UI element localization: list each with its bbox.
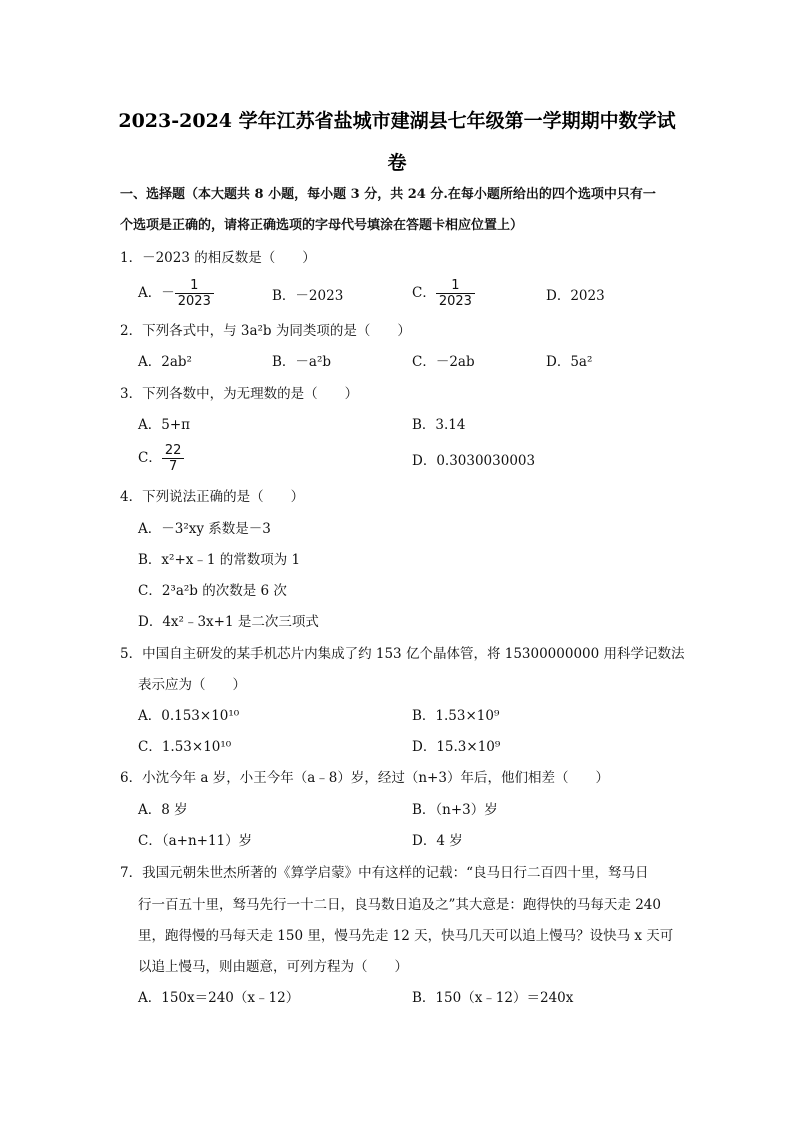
question-2-option-a: A．2ab² [138,354,192,370]
question-4-option-c: C．2³a²b 的次数是 6 次 [138,583,287,599]
exam-title-line1: 2023-2024 学年江苏省盐城市建湖县七年级第一学期期中数学试 [118,110,676,132]
section-heading-line1: 一、选择题（本大题共 8 小题，每小题 3 分，共 24 分.在每小题所给出的四个选项中只有一 [120,187,656,202]
question-4-option-d: D．4x²﹣3x+1 是二次三项式 [138,614,319,630]
question-1-option-a: A．－ $\frac{1}{2023}$ [138,278,214,309]
section-heading-line2: 个选项是正确的，请将正确选项的字母代号填涂在答题卡相应位置上） [120,218,524,233]
question-1-stem: 1．－2023 的相反数是（ ） [120,250,316,266]
question-1-option-d: D．2023 [546,288,605,304]
question-7-option-a: A．150x＝240（x﹣12） [138,990,300,1006]
question-3-stem: 3．下列各数中，为无理数的是（ ） [120,386,359,402]
question-6-option-c: C．（a+n+11）岁 [138,833,253,849]
question-2-option-b: B．－a²b [272,354,332,370]
question-7-stem-line3: 里，跑得慢的马每天走 150 里，慢马先走 12 天，快马几天可以追上慢马？设快马 x 天可 [138,928,674,944]
question-5-stem-line2: 表示应为（ ） [138,677,246,693]
question-3-option-b: B．3.14 [412,417,466,433]
question-6-option-b: B．（n+3）岁 [412,802,498,818]
question-5-option-d: D．15.3×10⁹ [412,739,501,755]
question-5-option-a: A．0.153×10¹⁰ [138,708,240,724]
question-3-option-c: C． $\frac{22}{7}$ [138,443,184,474]
question-4-stem: 4．下列说法正确的是（ ） [120,489,305,505]
question-5-option-c: C．1.53×10¹⁰ [138,739,232,755]
question-6-option-d: D．4 岁 [412,833,463,849]
fraction: $\frac{1}{2023}$ [436,278,475,309]
fraction: $\frac{1}{2023}$ [175,278,214,309]
question-5-stem-line1: 5．中国自主研发的某手机芯片内集成了约 153 亿个晶体管，将 15300000000 用科学记数法 [120,646,685,662]
fraction: $\frac{22}{7}$ [162,443,185,474]
question-2-option-c: C．－2ab [412,354,475,370]
exam-title-line2: 卷 [387,152,407,174]
question-7-stem-line4: 以追上慢马，则由题意，可列方程为（ ） [138,959,408,975]
question-5-option-b: B．1.53×10⁹ [412,708,500,724]
question-7-stem-line1: 7．我国元朝朱世杰所著的《算学启蒙》中有这样的记载：“良马日行二百四十里，驽马日 [120,865,649,881]
question-2-stem: 2．下列各式中，与 3a²b 为同类项的是（ ） [120,323,411,339]
question-7-option-b: B．150（x﹣12）＝240x [412,990,574,1006]
question-4-option-a: A．－3²xy 系数是－3 [138,521,271,537]
question-6-stem: 6．小沈今年 a 岁，小王今年（a﹣8）岁，经过（n+3）年后，他们相差（ ） [120,770,609,786]
question-6-option-a: A．8 岁 [138,802,188,818]
question-1-option-b: B．－2023 [272,288,344,304]
question-1-option-c: C． $\frac{1}{2023}$ [412,278,475,309]
question-4-option-b: B．x²+x﹣1 的常数项为 1 [138,552,301,568]
question-3-option-d: D．0.3030030003 [412,453,536,469]
question-7-stem-line2: 行一百五十里，驽马先行一十二日，良马数日追及之”其大意是：跑得快的马每天走 240 [138,897,661,913]
question-2-option-d: D．5a² [546,354,593,370]
question-3-option-a: A．5+π [138,417,191,433]
